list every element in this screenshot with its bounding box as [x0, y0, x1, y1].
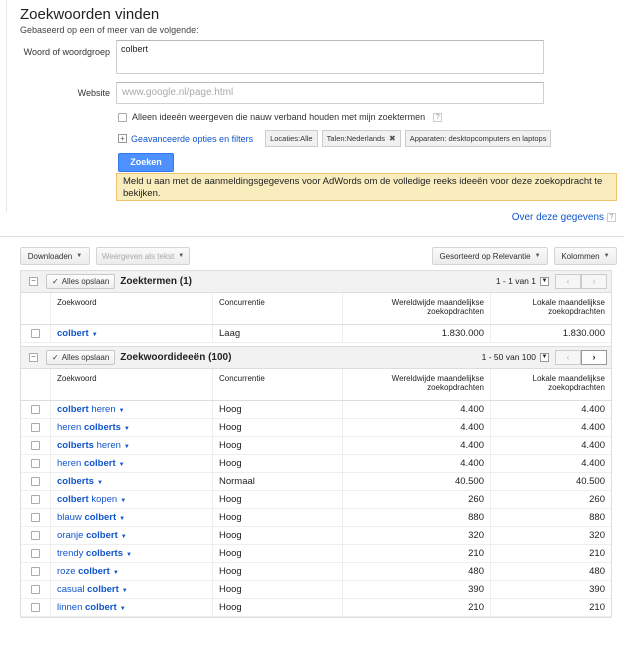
table-row	[21, 455, 611, 473]
table-row	[21, 419, 611, 437]
chevron-down-icon: ▼	[76, 253, 83, 259]
filter-chip-devices[interactable]: Apparaten: desktopcomputers en laptops	[405, 130, 552, 147]
keyword-link[interactable]: oranje colbert ▼	[51, 527, 213, 545]
global-searches-cell: 480	[343, 563, 491, 581]
table-header	[21, 369, 611, 401]
row-checkbox[interactable]	[31, 441, 40, 450]
website-input[interactable]: www.google.nl/page.html	[116, 82, 544, 104]
col-keyword[interactable]: Zoekwoord	[51, 369, 213, 400]
filter-chip-languages[interactable]: Talen:Nederlands ✖	[322, 130, 401, 147]
local-searches-cell: 40.500	[575, 475, 605, 487]
col-keyword[interactable]: Zoekwoord	[51, 293, 213, 324]
chevron-down-icon: ▼	[178, 253, 185, 259]
local-searches-cell: 4.400	[581, 439, 605, 451]
competition-cell: Hoog	[213, 455, 343, 473]
global-searches-cell: 40.500	[343, 473, 491, 491]
local-searches-cell: 4.400	[581, 457, 605, 469]
pager: 1 - 50 van 100 ▼	[481, 352, 548, 362]
sort-button[interactable]: Gesorteerd op Relevantie ▼	[432, 247, 548, 265]
chevron-down-icon[interactable]: ▼	[96, 479, 103, 486]
local-searches-cell: 1.830.000	[562, 327, 605, 339]
keyword-link[interactable]: heren colberts ▼	[51, 419, 213, 437]
chevron-down-icon: ▼	[534, 253, 541, 259]
keyword-link[interactable]: colbert heren ▼	[51, 401, 213, 419]
competition-cell: Hoog	[213, 599, 343, 617]
col-local[interactable]: Lokale maandelijkse zoekopdrachten	[532, 298, 605, 316]
global-searches-cell: 210	[343, 599, 491, 617]
competition-cell: Hoog	[213, 545, 343, 563]
help-icon[interactable]: ?	[433, 113, 442, 122]
table-row	[21, 581, 611, 599]
chevron-down-icon[interactable]: ▼	[123, 425, 130, 432]
page-title: Zoekwoorden vinden	[20, 6, 160, 23]
next-page-button[interactable]: ›	[581, 274, 607, 289]
search-button[interactable]: Zoeken	[118, 153, 174, 172]
chevron-down-icon[interactable]: ▼	[121, 587, 128, 594]
advanced-options-row	[118, 130, 551, 147]
chevron-down-icon: ▼	[603, 253, 610, 259]
keyword-label: Woord of woordgroep	[23, 47, 110, 57]
row-checkbox[interactable]	[31, 603, 40, 612]
competition-cell: Hoog	[213, 581, 343, 599]
chevron-down-icon[interactable]: ▼	[112, 569, 119, 576]
global-searches-cell: 880	[343, 509, 491, 527]
competition-cell: Hoog	[213, 419, 343, 437]
row-checkbox[interactable]	[31, 513, 40, 522]
keyword-link[interactable]: colberts ▼	[51, 473, 213, 491]
only-ideas-option	[118, 112, 442, 122]
local-searches-cell: 4.400	[581, 421, 605, 433]
website-label: Website	[77, 88, 110, 98]
row-checkbox[interactable]	[31, 567, 40, 576]
table-header	[21, 293, 611, 325]
chevron-down-icon[interactable]: ▼	[119, 605, 126, 612]
collapse-icon[interactable]: −	[29, 353, 38, 362]
remove-chip-icon[interactable]: ✖	[388, 134, 396, 143]
keyword-link[interactable]: blauw colbert ▼	[51, 509, 213, 527]
about-data-link[interactable]: Over deze gegevens ?	[512, 212, 616, 223]
row-checkbox[interactable]	[31, 477, 40, 486]
global-searches-cell: 1.830.000	[343, 325, 491, 343]
global-searches-cell: 390	[343, 581, 491, 599]
local-searches-cell: 320	[589, 529, 605, 541]
competition-cell: Hoog	[213, 437, 343, 455]
col-competition[interactable]: Concurrentie	[213, 293, 343, 324]
results-grid	[20, 270, 612, 618]
collapse-icon[interactable]: −	[29, 277, 38, 286]
prev-page-button[interactable]: ‹	[555, 350, 581, 365]
global-searches-cell: 4.400	[343, 401, 491, 419]
columns-button[interactable]: Kolommen ▼	[554, 247, 617, 265]
keyword-ideas-bar	[21, 347, 611, 369]
global-searches-cell: 4.400	[343, 455, 491, 473]
col-global[interactable]: Wereldwijde maandelijkse zoekopdrachten	[343, 293, 491, 324]
keyword-link[interactable]: trendy colberts ▼	[51, 545, 213, 563]
competition-cell: Hoog	[213, 491, 343, 509]
competition-cell: Hoog	[213, 527, 343, 545]
save-all-button[interactable]: ✓ Alles opslaan	[46, 350, 115, 365]
filter-chip-locations[interactable]: Locaties:Alle	[265, 130, 318, 147]
keyword-input[interactable]: colbert	[116, 40, 544, 74]
row-checkbox[interactable]	[31, 585, 40, 594]
chevron-down-icon[interactable]: ▼	[541, 277, 548, 284]
table-row	[21, 563, 611, 581]
local-searches-cell: 480	[589, 565, 605, 577]
row-checkbox[interactable]	[31, 329, 40, 338]
keyword-link[interactable]: colbert ▼	[51, 325, 213, 343]
competition-cell: Hoog	[213, 509, 343, 527]
global-searches-cell: 260	[343, 491, 491, 509]
sign-in-notice: Meld u aan met de aanmeldingsgegevens voor AdWords om de volledige reeks ideeën voor deze zoekopdracht te bekijken.	[116, 173, 617, 201]
col-local[interactable]: Lokale maandelijkse zoekopdrachten	[532, 374, 605, 392]
advanced-options-link[interactable]: Geavanceerde opties en filters	[131, 133, 254, 144]
row-checkbox[interactable]	[31, 495, 40, 504]
col-global[interactable]: Wereldwijde maandelijkse zoekopdrachten	[343, 369, 491, 400]
search-terms-title: Zoektermen (1)	[120, 276, 192, 287]
expand-icon[interactable]: +	[118, 134, 127, 143]
table-row	[21, 325, 611, 343]
keyword-link[interactable]: casual colbert ▼	[51, 581, 213, 599]
row-checkbox[interactable]	[31, 459, 40, 468]
table-row	[21, 509, 611, 527]
chevron-down-icon[interactable]: ▼	[118, 407, 125, 414]
toolbar-divider	[0, 236, 624, 237]
keyword-link[interactable]: colberts heren ▼	[51, 437, 213, 455]
table-row	[21, 473, 611, 491]
table-row	[21, 401, 611, 419]
only-ideas-checkbox[interactable]	[118, 113, 127, 122]
check-icon: ✓	[52, 353, 59, 362]
table-row	[21, 545, 611, 563]
local-searches-cell: 260	[589, 493, 605, 505]
row-checkbox[interactable]	[31, 531, 40, 540]
table-row	[21, 527, 611, 545]
row-checkbox[interactable]	[31, 423, 40, 432]
chevron-down-icon[interactable]: ▼	[118, 461, 125, 468]
pager: 1 - 1 van 1 ▼	[495, 276, 548, 286]
global-searches-cell: 4.400	[343, 437, 491, 455]
global-searches-cell: 320	[343, 527, 491, 545]
chevron-down-icon[interactable]: ▼	[123, 443, 130, 450]
row-checkbox[interactable]	[31, 549, 40, 558]
local-searches-cell: 210	[589, 547, 605, 559]
competition-cell: Laag	[213, 325, 343, 343]
local-searches-cell: 390	[589, 583, 605, 595]
download-button[interactable]: Downloaden ▼	[20, 247, 90, 265]
competition-cell: Hoog	[213, 401, 343, 419]
row-checkbox[interactable]	[31, 405, 40, 414]
chevron-down-icon[interactable]: ▼	[120, 497, 127, 504]
next-page-button[interactable]: ›	[581, 350, 607, 365]
keyword-link[interactable]: colbert kopen ▼	[51, 491, 213, 509]
chevron-down-icon[interactable]: ▼	[91, 331, 98, 338]
col-competition[interactable]: Concurrentie	[213, 369, 343, 400]
search-terms-bar	[21, 271, 611, 293]
prev-page-button[interactable]: ‹	[555, 274, 581, 289]
global-searches-cell: 210	[343, 545, 491, 563]
table-row	[21, 491, 611, 509]
competition-cell: Normaal	[213, 473, 343, 491]
save-all-button[interactable]: ✓ Alles opslaan	[46, 274, 115, 289]
help-icon: ?	[607, 213, 616, 222]
table-row	[21, 599, 611, 617]
chevron-down-icon[interactable]: ▼	[119, 515, 126, 522]
left-divider	[6, 0, 7, 212]
chevron-down-icon[interactable]: ▼	[120, 533, 127, 540]
local-searches-cell: 210	[589, 601, 605, 613]
local-searches-cell: 880	[589, 511, 605, 523]
keyword-ideas-title: Zoekwoordideeën (100)	[120, 352, 232, 363]
check-icon: ✓	[52, 277, 59, 286]
chevron-down-icon[interactable]: ▼	[126, 551, 132, 558]
local-searches-cell: 4.400	[581, 403, 605, 415]
global-searches-cell: 4.400	[343, 419, 491, 437]
only-ideas-label: Alleen ideeën weergeven die nauw verband houden met mijn zoektermen	[132, 112, 426, 122]
page-subtitle: Gebaseerd op een of meer van de volgende:	[20, 25, 199, 35]
chevron-down-icon[interactable]: ▼	[541, 353, 548, 360]
keyword-link[interactable]: roze colbert ▼	[51, 563, 213, 581]
keyword-link[interactable]: linnen colbert ▼	[51, 599, 213, 617]
view-as-text-button[interactable]: Weergeven als tekst ▼	[96, 247, 190, 265]
table-row	[21, 437, 611, 455]
keyword-link[interactable]: heren colbert ▼	[51, 455, 213, 473]
competition-cell: Hoog	[213, 563, 343, 581]
